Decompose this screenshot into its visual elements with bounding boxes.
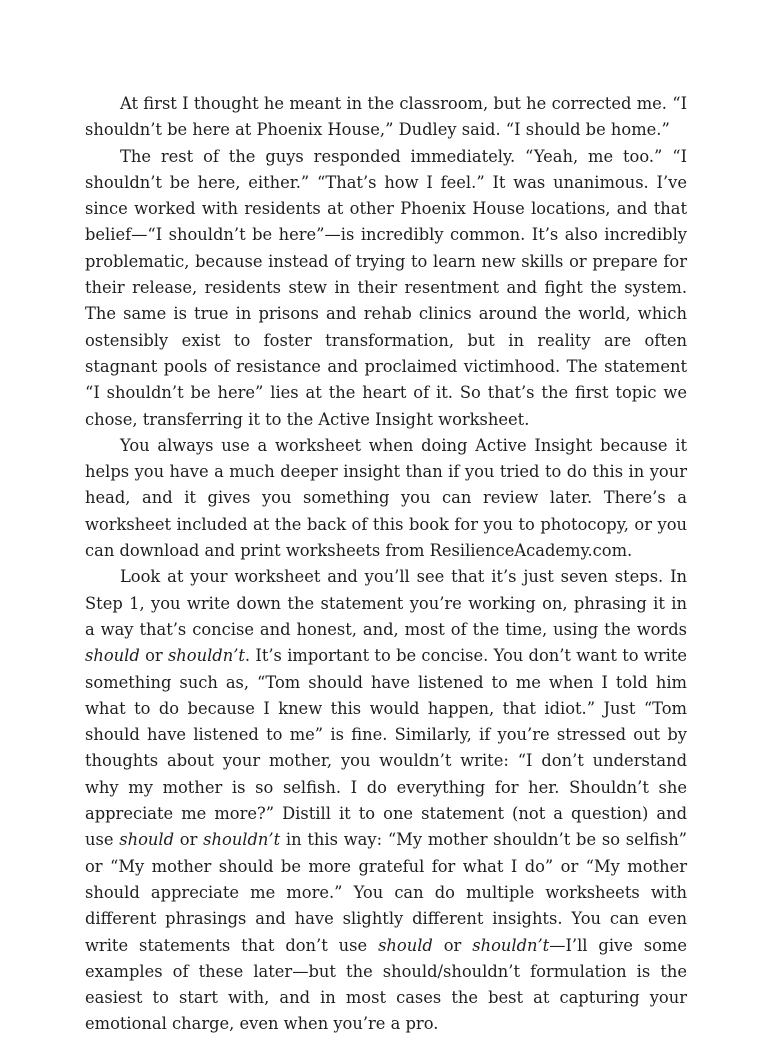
text-run: The rest of the guys responded immediately. “Yeah, me too.” “I shouldn’t be here, either.” “That’s how I feel.” It was unanimous. I’ve since worked with residents at other Phoenix House locations, and that belief—“I shouldn’t be here”—is incredibly common. It’s also incredibly problematic, because instead of trying to learn new skills or prepare for their release, residents stew in their resentment and fight the system. The same is true in prisons and rehab clinics around the world, which ostensibly exist to foster transformation, but in reality are often stagnant pools of resistance and proclaimed victimhood. The statement “I shouldn’t be here” lies at the heart of it. So that’s the first topic we chose, transferring it to the Active Insight worksheet.	[85, 146, 687, 429]
paragraph	[85, 91, 687, 144]
paragraph	[85, 564, 687, 1037]
italic-word: should	[85, 646, 140, 666]
italic-word: shouldn’t	[472, 935, 550, 955]
text-run: —I’ll give some examples of these later—but the should/shouldn’t formulation is the easiest to start with, and in most cases the best at capturing your emotional charge, even when you’re a pro.	[85, 935, 688, 1034]
paragraph	[85, 433, 687, 564]
text-run: in this way: “My mother shouldn’t be so selfish” or “My mother should be more grateful for what I do” or “My mother should appreciate me more.” You can do multiple worksheets with different phrasings and have slightly different insights. You can even write statements that don’t use	[85, 830, 688, 955]
book-page-body	[85, 91, 687, 1038]
text-run: You always use a worksheet when doing Active Insight because it helps you have a much deeper insight than if you tried to do this in your head, and it gives you something you can review later. There’s a worksheet included at the back of this book for you to photocopy, or you can download and print worksheets from ResilienceAcademy.com.	[85, 435, 687, 561]
text-run: or	[139, 646, 168, 666]
paragraph	[85, 144, 687, 433]
italic-word: should	[378, 935, 433, 955]
italic-word: should	[119, 830, 175, 850]
text-run: or	[174, 830, 204, 850]
italic-word: shouldn’t	[167, 646, 245, 666]
text-run: Look at your worksheet and you’ll see that it’s just seven steps. In Step 1, you write down the statement you’re working on, phrasing it in a way that’s concise and honest, and, most of the time, using the words	[85, 567, 687, 639]
italic-word: shouldn’t	[203, 830, 281, 850]
text-run: . It’s important to be concise. You don’t want to write something such as, “Tom should have listened to me when I told him what to do because I knew this would happen, that idiot.” Just “Tom should have listened to me” is fine. Similarly, if you’re stressed out by thoughts about your mother, you wouldn’t write: “I don’t understand why my mother is so selfish. I do everything for her. Shouldn’t she appreciate me more?” Distill it to one statement (not a question) and use	[85, 646, 687, 850]
text-run: or	[432, 935, 473, 955]
text-run: At first I thought he meant in the classroom, but he corrected me. “I shouldn’t be here at Phoenix House,” Dudley said. “I should be home.”	[85, 94, 687, 140]
